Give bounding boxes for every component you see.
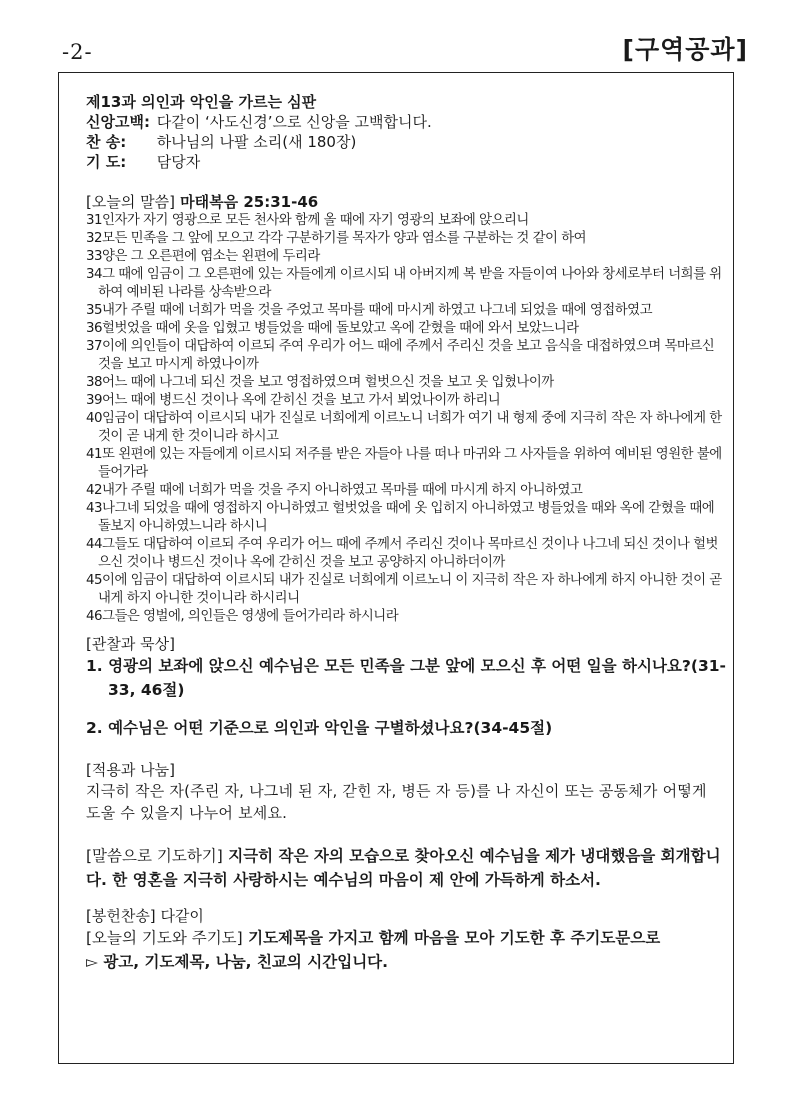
hymn-row (86, 132, 726, 152)
verse-36: 36헐벗었을 때에 옷을 입혔고 병들었을 때에 돌보았고 옥에 갇혔을 때에 와서 보았느니라 (86, 321, 579, 336)
creed-label: 신앙고백: (86, 113, 150, 131)
verse-42: 42내가 주릴 때에 너희가 먹을 것을 주지 아니하였고 목마를 때에 마시게 하지 아니하였고 (86, 483, 583, 498)
application-text: 지극히 작은 자(주린 자, 나그네 된 자, 갇힌 자, 병든 자 등)를 나 자신이 또는 공동체가 어떻게 도울 수 있을지 나누어 보세요. (86, 782, 707, 822)
verse-43: 43나그네 되었을 때에 영접하지 아니하였고 헐벗었을 때에 옷 입히지 아니하였고 병들었을 때와 옥에 갇혔을 때에 돌보지 아니하였느니라 하시니 (86, 501, 715, 534)
closing-note: ▻ 광고, 기도제목, 나눔, 친교의 시간입니다. (86, 953, 389, 971)
section-tag: [구역공과] (622, 35, 748, 64)
verse-33: 33양은 그 오른편에 염소는 왼편에 두리라 (86, 249, 320, 264)
observation-question-1: 1. 영광의 보좌에 앉으신 예수님은 모든 민족을 그분 앞에 모으신 후 어떤 일을 하시나요?(31-33, 46절) (86, 657, 726, 699)
prayer-label: 기 도: (86, 153, 127, 171)
offering-heading: [봉헌찬송] (86, 907, 156, 925)
creed-text: 다같이 ‘사도신경’으로 신앙을 고백합니다. (152, 113, 432, 131)
verse-32: 32모든 민족을 그 앞에 모으고 각각 구분하기를 목자가 양과 염소를 구분하는 것 같이 하여 (86, 231, 587, 246)
verse-38: 38어느 때에 나그네 되신 것을 보고 영접하였으며 헐벗으신 것을 보고 옷 입혔나이까 (86, 375, 554, 390)
hymn-label: 찬 송: (86, 133, 127, 151)
hymn-text: 하나님의 나팔 소리(새 180장) (152, 133, 357, 151)
prayer-text: 담당자 (152, 153, 201, 171)
closing-text: 기도제목을 가지고 함께 마음을 모아 기도한 후 주기도문으로 (242, 929, 661, 947)
verse-34: 34그 때에 임금이 그 오른편에 있는 자들에게 이르시되 내 아버지께 복 받을 자들이여 나아와 창세로부터 너희를 위하여 예비된 나라를 상속받으라 (86, 267, 722, 300)
application-heading: [적용과 나눔] (86, 761, 175, 779)
observation-heading: [관찰과 묵상] (86, 635, 175, 653)
verse-39: 39어느 때에 병드신 것이나 옥에 갇히신 것을 보고 가서 뵈었나이까 하리니 (86, 393, 501, 408)
prayer-word-paragraph (86, 844, 726, 892)
word-heading-row (86, 192, 726, 212)
verse-35: 35내가 주릴 때에 너희가 먹을 것을 주었고 목마를 때에 마시게 하였고 나그네 되었을 때에 영접하였고 (86, 303, 653, 318)
verse-list (86, 212, 726, 626)
lesson-content (86, 92, 726, 974)
offering-row (86, 906, 726, 926)
offering-text: 다같이 (155, 907, 204, 925)
verse-41: 41또 왼편에 있는 자들에게 이르시되 저주를 받은 자들아 나를 떠나 마귀와 그 사자들을 위하여 예비된 영원한 불에 들어가라 (86, 447, 722, 480)
page-number: -2- (62, 40, 93, 64)
word-heading: [오늘의 말씀] (86, 193, 175, 211)
observation-question-2: 2. 예수님은 어떤 기준으로 의인과 악인을 구별하셨나요?(34-45절) (86, 719, 553, 737)
closing-heading: [오늘의 기도와 주기도] (86, 929, 243, 947)
prayer-row (86, 152, 726, 172)
verse-31: 31인자가 자기 영광으로 모든 천사와 함께 올 때에 자기 영광의 보좌에 앉으리니 (86, 213, 529, 228)
verse-44: 44그들도 대답하여 이르되 주여 우리가 어느 때에 주께서 주리신 것이나 목마르신 것이나 나그네 되신 것이나 헐벗으신 것이나 병드신 것이나 옥에 갇히신 것을 보고 공양하지 아니하더이까 (86, 537, 718, 570)
closing-row (86, 926, 726, 950)
lesson-title: 제13과 의인과 악인을 가르는 심판 (86, 93, 317, 111)
creed-row (86, 112, 726, 132)
word-reference: 마태복음 25:31-46 (174, 193, 319, 211)
prayer-word-heading: [말씀으로 기도하기] (86, 847, 223, 865)
verse-37: 37이에 의인들이 대답하여 이르되 주여 우리가 어느 때에 주께서 주리신 것을 보고 음식을 대접하였으며 목마르신 것을 보고 마시게 하였나이까 (86, 339, 715, 372)
prayer-word-text: 지극히 작은 자의 모습으로 찾아오신 예수님을 제가 냉대했음을 회개합니다. 한 영혼을 지극히 사랑하시는 예수님의 마음이 제 안에 가득하게 하소서. (86, 847, 721, 889)
verse-45: 45이에 임금이 대답하여 이르시되 내가 진실로 너희에게 이르노니 이 지극히 작은 자 하나에게 하지 아니한 것이 곧 내게 하지 아니한 것이니라 하시리니 (86, 573, 722, 606)
verse-46: 46그들은 영벌에, 의인들은 영생에 들어가리라 하시니라 (86, 609, 399, 624)
verse-40: 40임금이 대답하여 이르시되 내가 진실로 너희에게 이르노니 너희가 여기 내 형제 중에 지극히 작은 자 하나에게 한 것이 곧 내게 한 것이니라 하시고 (86, 411, 722, 444)
